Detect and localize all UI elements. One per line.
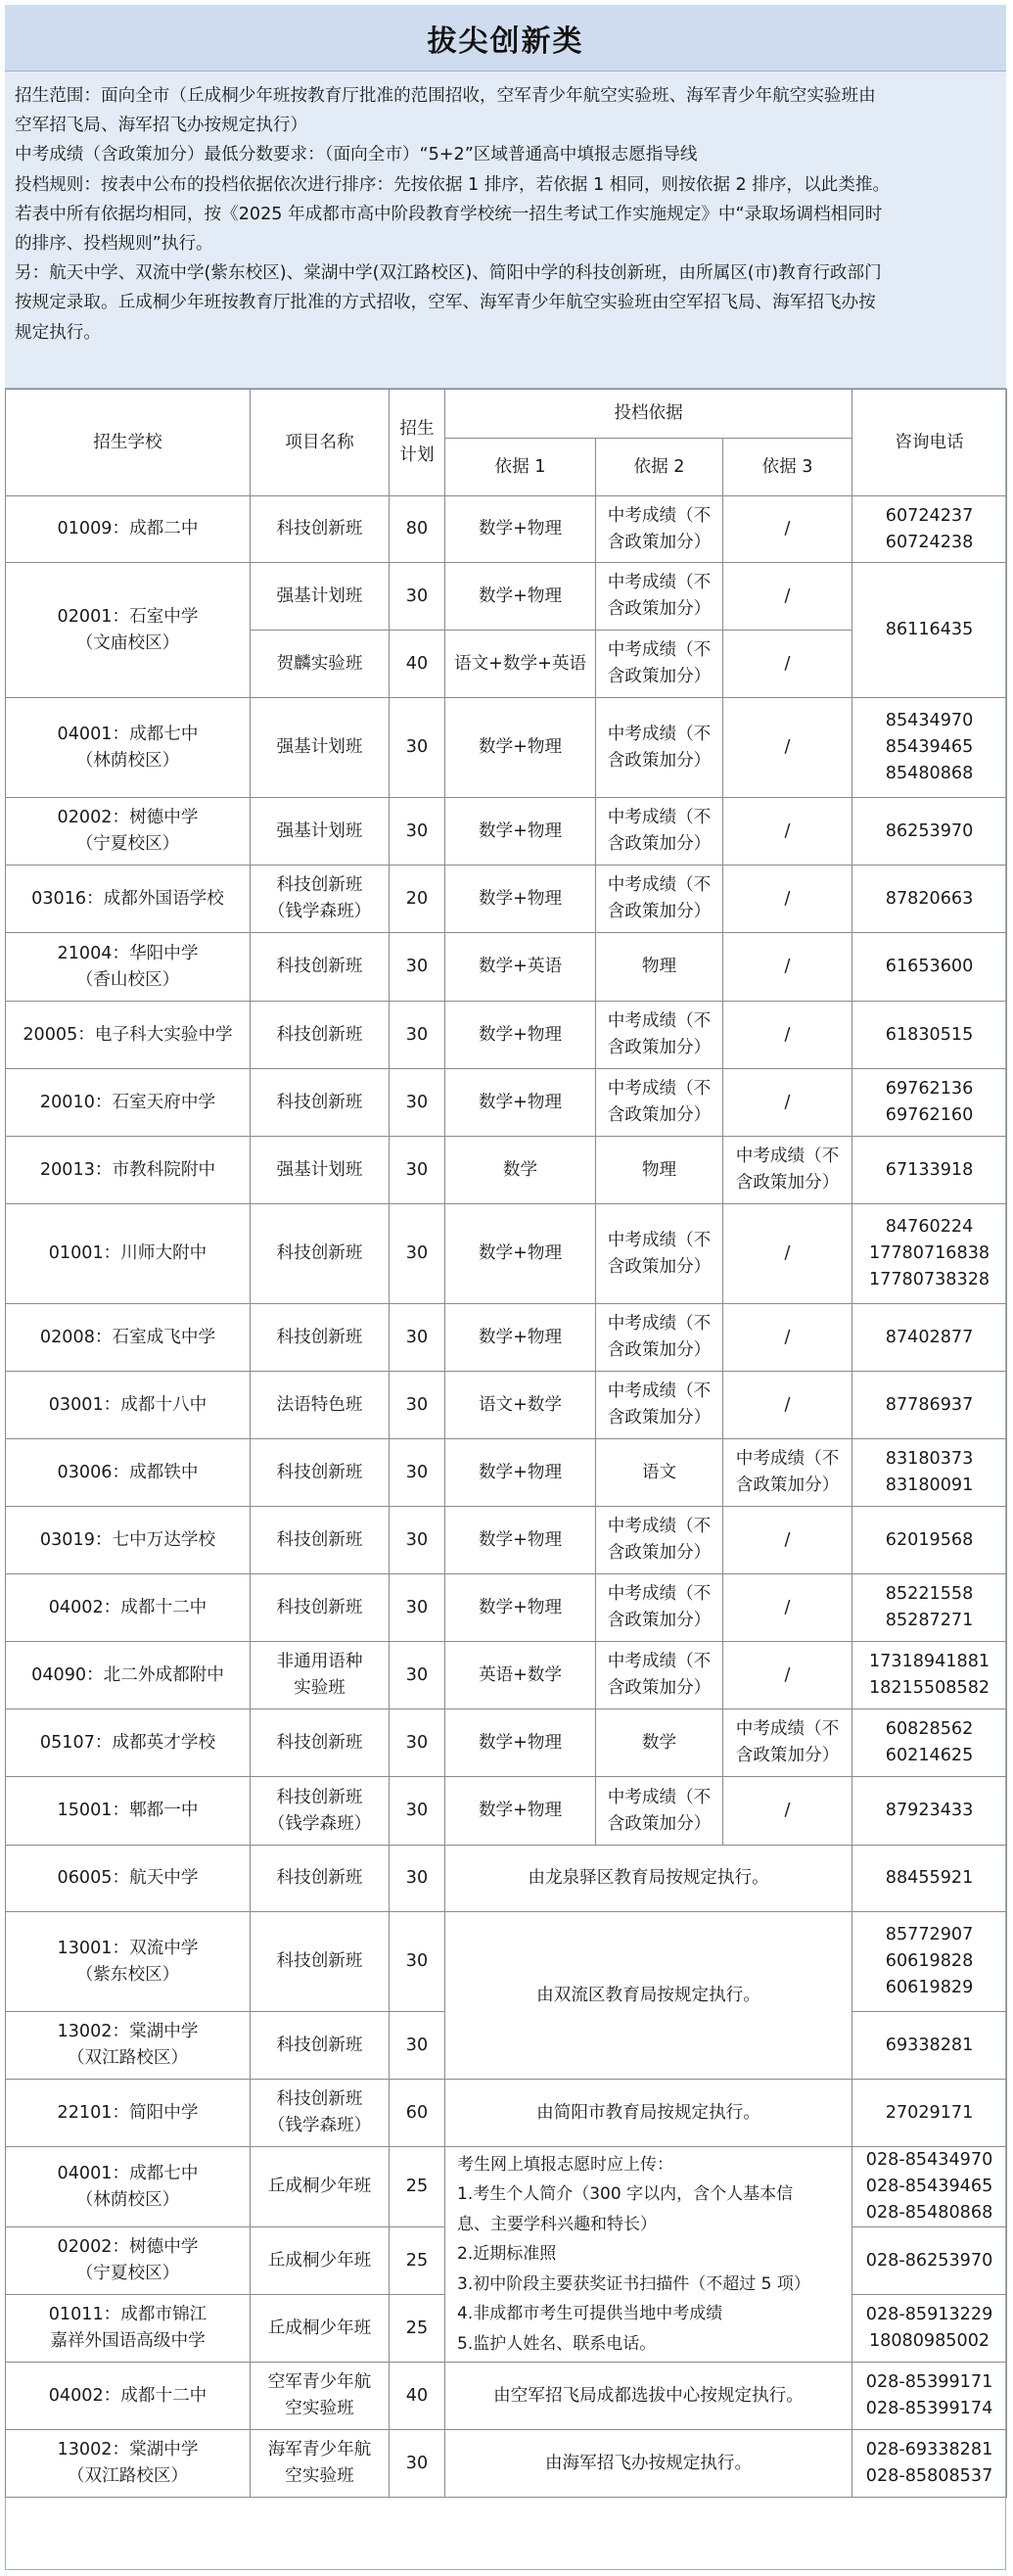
cell-basis2: 中考成绩（不含政策加分） [596, 1069, 723, 1137]
cell-phone: 87786937 [852, 1372, 1007, 1439]
cell-phone: 61653600 [852, 933, 1007, 1002]
cell-plan: 30 [390, 798, 445, 866]
table-row [6, 933, 1007, 1002]
cell-project: 科技创新班 [251, 1846, 390, 1912]
cell-phone: 028-69338281 028-85808537 [852, 2430, 1007, 2498]
cell-basis3: / [723, 1304, 852, 1372]
cell-basis3: 中考成绩（不含政策加分） [723, 1439, 852, 1507]
note-line: 另：航天中学、双流中学(紫东校区)、棠湖中学(双江路校区)、简阳中学的科技创新班，由所属区(市)教育行政部门 [15, 263, 882, 284]
cell-project: 强基计划班 [251, 698, 390, 798]
header-school: 招生学校 [6, 390, 251, 496]
cell-basis2: 中考成绩（不含政策加分） [596, 631, 723, 698]
cell-project: 丘成桐少年班 [251, 2147, 390, 2227]
cell-project: 贺麟实验班 [251, 631, 390, 698]
cell-phone: 85221558 85287271 [852, 1574, 1007, 1642]
cell-basis2: 物理 [596, 1137, 723, 1204]
cell-plan: 30 [390, 563, 445, 631]
cell-plan: 25 [390, 2227, 445, 2295]
cell-plan: 40 [390, 631, 445, 698]
cell-plan: 30 [390, 1642, 445, 1710]
cell-basis3: 中考成绩（不含政策加分） [723, 1710, 852, 1777]
cell-phone: 61830515 [852, 1002, 1007, 1069]
table-row [6, 2147, 1007, 2227]
cell-phone: 88455921 [852, 1846, 1007, 1912]
cell-plan: 30 [390, 1304, 445, 1372]
cell-project: 科技创新班 [251, 1574, 390, 1642]
cell-plan: 60 [390, 2080, 445, 2147]
requirement-line: 考生网上填报志愿时应上传： [457, 2154, 673, 2175]
cell-basis2: 中考成绩（不含政策加分） [596, 496, 723, 563]
cell-basis1: 数学+物理 [445, 1777, 596, 1846]
cell-phone: 85434970 85439465 85480868 [852, 698, 1007, 798]
table-row [6, 1846, 1007, 1912]
header-basis: 投档依据 [445, 390, 852, 439]
cell-phone: 87923433 [852, 1777, 1007, 1846]
cell-school: 15001：郫都一中 [6, 1777, 251, 1846]
table-row [6, 798, 1007, 866]
cell-basis3: / [723, 1777, 852, 1846]
cell-basis1: 数学+英语 [445, 933, 596, 1002]
table-row [6, 1304, 1007, 1372]
header-basis2: 依据 2 [596, 439, 723, 496]
header-basis1: 依据 1 [445, 439, 596, 496]
table-row [6, 1069, 1007, 1137]
table-row [6, 1439, 1007, 1507]
cell-phone: 69762136 69762160 [852, 1069, 1007, 1137]
cell-basis2: 中考成绩（不含政策加分） [596, 1204, 723, 1304]
cell-basis3: / [723, 866, 852, 933]
cell-basis3: / [723, 933, 852, 1002]
cell-basis3: / [723, 563, 852, 631]
cell-basis3: / [723, 1642, 852, 1710]
cell-basis2: 中考成绩（不含政策加分） [596, 1507, 723, 1574]
cell-plan: 30 [390, 1777, 445, 1846]
cell-phone: 67133918 [852, 1137, 1007, 1204]
note-line: 招生范围：面向全市（丘成桐少年班按教育厅批准的范围招收，空军青少年航空实验班、海军青少年航空实验班由 [15, 86, 876, 106]
cell-phone: 83180373 83180091 [852, 1439, 1007, 1507]
cell-basis2: 中考成绩（不含政策加分） [596, 1642, 723, 1710]
cell-phone: 87820663 [852, 866, 1007, 933]
cell-basis3: / [723, 1507, 852, 1574]
requirement-line: 3.初中阶段主要获奖证书扫描件（不超过 5 项） [457, 2273, 810, 2294]
header-plan: 招生计划 [390, 390, 445, 496]
cell-basis1: 数学+物理 [445, 1574, 596, 1642]
cell-plan: 30 [390, 933, 445, 1002]
cell-school: 01011：成都市锦江 嘉祥外国语高级中学 [6, 2295, 251, 2363]
cell-project: 法语特色班 [251, 1372, 390, 1439]
cell-basis1: 语文+数学 [445, 1372, 596, 1439]
cell-phone: 17318941881 18215508582 [852, 1642, 1007, 1710]
cell-phone: 27029171 [852, 2080, 1007, 2147]
table-row [6, 1710, 1007, 1777]
cell-school: 02002：树德中学 （宁夏校区） [6, 2227, 251, 2295]
table-row [6, 2430, 1007, 2498]
cell-basis-merged: 由双流区教育局按规定执行。 [445, 1912, 852, 2080]
cell-project: 科技创新班 [251, 2012, 390, 2080]
cell-project: 强基计划班 [251, 1137, 390, 1204]
cell-project: 科技创新班 （钱学森班） [251, 866, 390, 933]
cell-project: 强基计划班 [251, 563, 390, 631]
cell-plan: 30 [390, 2430, 445, 2498]
cell-school: 03019：七中万达学校 [6, 1507, 251, 1574]
note-line: 投档规则：按表中公布的投档依据依次进行排序：先按依据 1 排序，若依据 1 相同，则按依据 2 排序，以此类推。 [15, 174, 891, 195]
table-row [6, 2080, 1007, 2147]
header-basis3: 依据 3 [723, 439, 852, 496]
cell-basis1: 数学+物理 [445, 1002, 596, 1069]
cell-school: 04001：成都七中 （林荫校区） [6, 2147, 251, 2227]
cell-plan: 40 [390, 2363, 445, 2430]
cell-basis2: 中考成绩（不含政策加分） [596, 1777, 723, 1846]
cell-phone: 60828562 60214625 [852, 1710, 1007, 1777]
cell-project: 科技创新班 [251, 1439, 390, 1507]
cell-school: 02008：石室成飞中学 [6, 1304, 251, 1372]
cell-school: 03016：成都外国语学校 [6, 866, 251, 933]
table-row [6, 1137, 1007, 1204]
cell-school: 03006：成都铁中 [6, 1439, 251, 1507]
cell-project: 科技创新班 （钱学森班） [251, 2080, 390, 2147]
cell-basis3: / [723, 698, 852, 798]
cell-school: 02001：石室中学 （文庙校区） [6, 563, 251, 698]
cell-basis2: 中考成绩（不含政策加分） [596, 866, 723, 933]
cell-plan: 30 [390, 1372, 445, 1439]
cell-plan: 30 [390, 1439, 445, 1507]
note-line: 的排序、投档规则”执行。 [15, 234, 213, 255]
cell-plan: 30 [390, 698, 445, 798]
cell-basis2: 中考成绩（不含政策加分） [596, 563, 723, 631]
cell-school: 03001：成都十八中 [6, 1372, 251, 1439]
cell-basis-merged: 由海军招飞办按规定执行。 [445, 2430, 852, 2498]
table-row [6, 1507, 1007, 1574]
cell-project: 科技创新班 [251, 1204, 390, 1304]
cell-phone: 028-85434970 028-85439465 028-85480868 [852, 2147, 1007, 2227]
cell-project: 科技创新班 [251, 1069, 390, 1137]
header-project: 项目名称 [251, 390, 390, 496]
cell-school: 21004：华阳中学 （香山校区） [6, 933, 251, 1002]
cell-basis-merged: 由空军招飞局成都选拔中心按规定执行。 [445, 2363, 852, 2430]
cell-basis2: 语文 [596, 1439, 723, 1507]
cell-school: 04090：北二外成都附中 [6, 1642, 251, 1710]
cell-basis3: / [723, 1204, 852, 1304]
cell-project: 科技创新班 [251, 496, 390, 563]
requirement-line: 4.非成都市考生可提供当地中考成绩 [457, 2304, 723, 2324]
table-row [6, 496, 1007, 563]
cell-plan: 30 [390, 1204, 445, 1304]
cell-basis3: / [723, 496, 852, 563]
cell-project: 科技创新班 [251, 1002, 390, 1069]
cell-school: 20005：电子科大实验中学 [6, 1002, 251, 1069]
cell-project: 科技创新班 [251, 1912, 390, 2012]
cell-basis1: 数学+物理 [445, 563, 596, 631]
cell-basis1: 数学+物理 [445, 496, 596, 563]
note-line: 中考成绩（含政策加分）最低分数要求：（面向全市）“5+2”区域普通高中填报志愿指导线 [15, 145, 698, 165]
cell-basis1: 数学+物理 [445, 698, 596, 798]
requirement-line: 5.监护人姓名、联系电话。 [457, 2333, 657, 2354]
cell-school: 13002：棠湖中学 （双江路校区） [6, 2430, 251, 2498]
cell-basis3: / [723, 1069, 852, 1137]
cell-basis2: 中考成绩（不含政策加分） [596, 798, 723, 866]
admission-table [5, 389, 1007, 2498]
cell-basis-merged: 由龙泉驿区教育局按规定执行。 [445, 1846, 852, 1912]
cell-basis3: / [723, 1574, 852, 1642]
cell-phone: 87402877 [852, 1304, 1007, 1372]
cell-basis1: 数学+物理 [445, 1507, 596, 1574]
cell-project: 海军青少年航 空实验班 [251, 2430, 390, 2498]
cell-basis3: 中考成绩（不含政策加分） [723, 1137, 852, 1204]
cell-phone: 60724237 60724238 [852, 496, 1007, 563]
cell-project: 强基计划班 [251, 798, 390, 866]
table-row [6, 1912, 1007, 2012]
cell-school: 20013：市教科院附中 [6, 1137, 251, 1204]
cell-project: 科技创新班 （钱学森班） [251, 1777, 390, 1846]
cell-school: 01009：成都二中 [6, 496, 251, 563]
note-line: 按规定录取。丘成桐少年班按教育厅批准的方式招收，空军、海军青少年航空实验班由空军招飞局、海军招飞办按 [15, 293, 876, 313]
cell-phone: 028-86253970 [852, 2227, 1007, 2295]
cell-project: 非通用语种 实验班 [251, 1642, 390, 1710]
note-line: 若表中所有依据均相同，按《2025 年成都市高中阶段教育学校统一招生考试工作实施规定》中“录取场调档相同时 [15, 204, 883, 224]
table-row [6, 866, 1007, 933]
cell-basis1: 语文+数学+英语 [445, 631, 596, 698]
cell-plan: 30 [390, 1846, 445, 1912]
cell-basis-merged [445, 2147, 852, 2363]
header-row [6, 390, 1007, 439]
cell-school: 20010：石室天府中学 [6, 1069, 251, 1137]
table-row [6, 563, 1007, 631]
header-phone: 咨询电话 [852, 390, 1007, 496]
table-row [6, 1642, 1007, 1710]
page-title: 拔尖创新类 [5, 5, 1006, 71]
cell-basis2: 中考成绩（不含政策加分） [596, 1002, 723, 1069]
table-row [6, 1002, 1007, 1069]
cell-plan: 20 [390, 866, 445, 933]
cell-project: 丘成桐少年班 [251, 2295, 390, 2363]
cell-basis1: 数学+物理 [445, 1710, 596, 1777]
cell-plan: 25 [390, 2147, 445, 2227]
cell-basis1: 数学+物理 [445, 1204, 596, 1304]
cell-project: 科技创新班 [251, 933, 390, 1002]
cell-school: 01001：川师大附中 [6, 1204, 251, 1304]
cell-basis3: / [723, 1372, 852, 1439]
cell-school: 02002：树德中学 （宁夏校区） [6, 798, 251, 866]
cell-school: 05107：成都英才学校 [6, 1710, 251, 1777]
cell-plan: 30 [390, 1710, 445, 1777]
cell-basis2: 物理 [596, 933, 723, 1002]
cell-basis2: 数学 [596, 1710, 723, 1777]
cell-school: 06005：航天中学 [6, 1846, 251, 1912]
note-line: 规定执行。 [15, 322, 101, 343]
cell-project: 科技创新班 [251, 1304, 390, 1372]
requirement-line: 息、主要学科兴趣和特长） [457, 2214, 657, 2234]
table-row [6, 1204, 1007, 1304]
cell-basis1: 数学+物理 [445, 1439, 596, 1507]
cell-basis1: 数学+物理 [445, 1069, 596, 1137]
cell-plan: 80 [390, 496, 445, 563]
cell-phone: 028-85913229 18080985002 [852, 2295, 1007, 2363]
cell-plan: 30 [390, 1002, 445, 1069]
requirement-line: 1.考生个人简介（300 字以内，含个人基本信 [457, 2184, 794, 2205]
note-line: 空军招飞局、海军招飞办按规定执行） [15, 116, 308, 136]
cell-basis1: 数学+物理 [445, 866, 596, 933]
cell-school: 04002：成都十二中 [6, 2363, 251, 2430]
cell-basis2: 中考成绩（不含政策加分） [596, 1574, 723, 1642]
cell-school: 04001：成都七中 （林荫校区） [6, 698, 251, 798]
cell-phone: 028-85399171 028-85399174 [852, 2363, 1007, 2430]
table-row [6, 2363, 1007, 2430]
cell-school: 13002：棠湖中学 （双江路校区） [6, 2012, 251, 2080]
cell-phone: 69338281 [852, 2012, 1007, 2080]
cell-plan: 30 [390, 2012, 445, 2080]
cell-basis3: / [723, 1002, 852, 1069]
cell-basis1: 数学+物理 [445, 798, 596, 866]
cell-plan: 30 [390, 1507, 445, 1574]
cell-project: 科技创新班 [251, 1710, 390, 1777]
cell-school: 13001：双流中学 （紫东校区） [6, 1912, 251, 2012]
requirement-line: 2.近期标准照 [457, 2244, 557, 2265]
cell-phone: 86253970 [852, 798, 1007, 866]
cell-plan: 25 [390, 2295, 445, 2363]
cell-phone: 62019568 [852, 1507, 1007, 1574]
cell-project: 丘成桐少年班 [251, 2227, 390, 2295]
table-row [6, 1372, 1007, 1439]
cell-basis2: 中考成绩（不含政策加分） [596, 1304, 723, 1372]
table-row [6, 1574, 1007, 1642]
table-row [6, 1777, 1007, 1846]
cell-school: 22101：简阳中学 [6, 2080, 251, 2147]
cell-basis3: / [723, 631, 852, 698]
cell-basis1: 数学 [445, 1137, 596, 1204]
cell-school: 04002：成都十二中 [6, 1574, 251, 1642]
cell-basis1: 英语+数学 [445, 1642, 596, 1710]
cell-plan: 30 [390, 1137, 445, 1204]
cell-phone: 84760224 17780716838 17780738328 [852, 1204, 1007, 1304]
cell-basis3: / [723, 798, 852, 866]
cell-project: 空军青少年航 空实验班 [251, 2363, 390, 2430]
cell-basis2: 中考成绩（不含政策加分） [596, 698, 723, 798]
cell-basis2: 中考成绩（不含政策加分） [596, 1372, 723, 1439]
cell-basis1: 数学+物理 [445, 1304, 596, 1372]
cell-plan: 30 [390, 1069, 445, 1137]
cell-basis-merged: 由简阳市教育局按规定执行。 [445, 2080, 852, 2147]
cell-plan: 30 [390, 1574, 445, 1642]
cell-plan: 30 [390, 1912, 445, 2012]
table-row [6, 698, 1007, 798]
notes-block [5, 71, 1006, 389]
cell-project: 科技创新班 [251, 1507, 390, 1574]
cell-phone: 85772907 60619828 60619829 [852, 1912, 1007, 2012]
cell-phone: 86116435 [852, 563, 1007, 698]
